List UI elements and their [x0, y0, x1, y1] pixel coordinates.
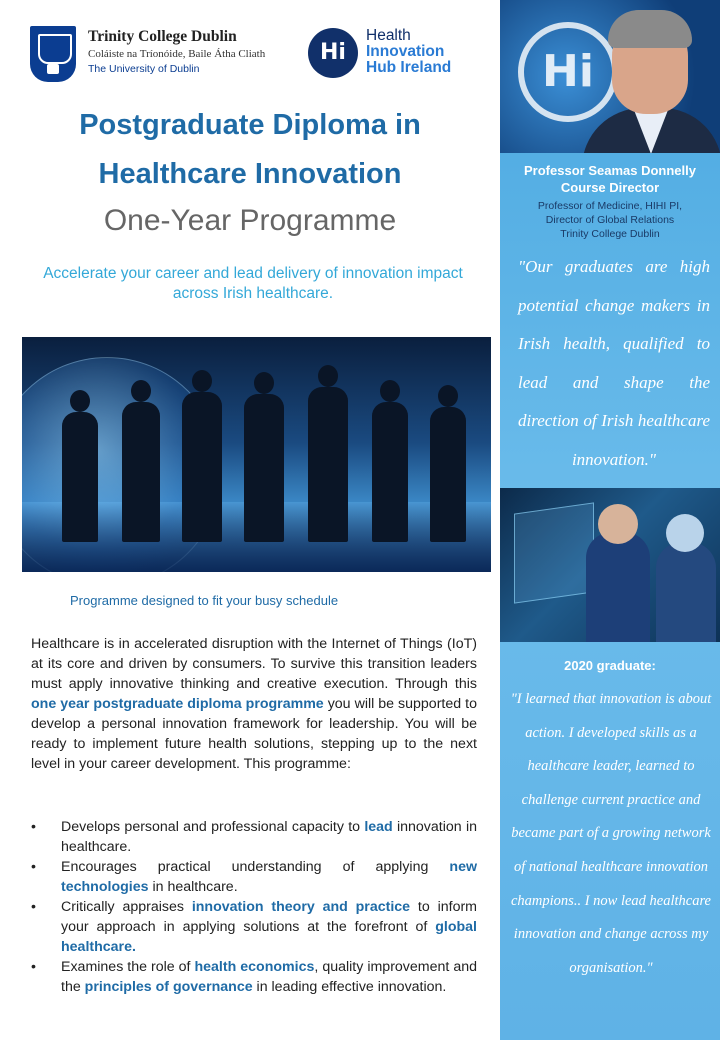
page-title-line1: Postgraduate Diploma in	[79, 109, 421, 141]
tagline: Accelerate your career and lead delivery of innovation impact across Irish healthcare.	[43, 265, 463, 302]
bullet-text: , quality improvement and the	[61, 959, 477, 995]
page-subtitle: One-Year Programme	[103, 204, 397, 237]
bullet-highlight: global healthcare.	[61, 919, 477, 955]
bullet-highlight: new technologies	[61, 859, 477, 895]
professor-title: Course Director	[560, 180, 660, 195]
silhouette	[182, 392, 222, 542]
tcd-name: Trinity College Dublin	[88, 28, 237, 45]
bullet-text: Develops personal and professional capacity to	[61, 819, 365, 835]
bullet-item	[31, 897, 477, 957]
intro-text: Healthcare is in accelerated disruption with the Internet of Things (IoT) at its core and driven by consumers. To survive this transition leaders must apply innovative thinking and creative execution. Through this	[31, 636, 477, 692]
bullet-highlight: principles of governance	[84, 979, 253, 995]
silhouette	[308, 387, 348, 542]
bullet-text: innovation in healthcare.	[61, 819, 477, 855]
tcd-university: The University of Dublin	[88, 63, 200, 75]
intro-paragraph	[31, 634, 477, 774]
graduate-quote: "I learned that innovation is about action. I developed skills as a healthcare leader, learned to challenge current practice and became part of a growing network of national healthcare innovation champions.. I now lead healthcare innovation and change across my organisation."	[510, 691, 712, 976]
intro-highlight: one year postgraduate diploma programme	[31, 696, 324, 712]
bullet-dot-icon: •	[31, 819, 36, 835]
hihi-line1: Health	[366, 27, 411, 44]
professor-role: Trinity College Dublin	[560, 228, 660, 240]
professor-portrait	[500, 0, 720, 153]
surgeon-figure	[586, 532, 650, 642]
silhouette	[62, 412, 98, 542]
graduate-title: 2020 graduate:	[564, 658, 656, 673]
bullet-dot-icon: •	[31, 959, 36, 975]
bullet-text: Encourages practical understanding of applying	[61, 859, 450, 875]
intro-text-end: you will be supported to develop a personal innovation framework for leadership. You will be ready to implement future health solutions, stepping up to the next level in your career development. This programme:	[31, 696, 477, 772]
programme-bullets	[31, 817, 477, 997]
bullet-highlight: innovation theory and practice	[191, 899, 411, 915]
bullet-text: Critically appraises	[61, 899, 192, 915]
professor-name-block	[500, 162, 720, 196]
bullet-dot-icon: •	[31, 899, 36, 915]
hero-caption: Programme designed to fit your busy schedule	[70, 593, 339, 608]
professor-role: Director of Global Relations	[545, 214, 675, 226]
surgeon-head	[666, 514, 704, 552]
hihi-line3: Hub Ireland	[366, 59, 452, 76]
silhouette	[244, 394, 284, 542]
hihi-line2: Innovation	[366, 43, 445, 60]
bullet-highlight: lead	[364, 819, 393, 835]
tcd-crest-icon	[30, 26, 76, 82]
professor-role: Professor of Medicine, HIHI PI,	[537, 200, 683, 212]
hihi-mark-icon: Hi	[308, 28, 358, 78]
tcd-logo	[30, 26, 280, 84]
hihi-wordmark	[366, 28, 451, 76]
bullet-item	[31, 857, 477, 897]
surgeon-figure	[656, 542, 716, 642]
page-title-line2: Healthcare Innovation	[98, 158, 402, 190]
silhouette	[122, 402, 160, 542]
silhouette	[430, 407, 466, 542]
bullet-text: in healthcare.	[148, 879, 238, 895]
bullet-item	[31, 817, 477, 857]
professor-roles	[500, 199, 720, 241]
bullet-item	[31, 957, 477, 997]
bullet-dot-icon: •	[31, 859, 36, 875]
tcd-irish-name: Coláiste na Tríonóide, Baile Átha Cliath	[88, 48, 266, 60]
professor-name: Professor Seamas Donnelly	[524, 163, 696, 178]
holographic-screen	[514, 502, 594, 603]
hihi-logo	[308, 28, 478, 80]
hero-image	[22, 337, 491, 572]
surgeon-head	[598, 504, 638, 544]
director-quote: "Our graduates are high potential change makers in Irish health, qualified to lead and shape the direction of Irish healthcare innovation."	[518, 257, 710, 469]
surgery-image	[500, 488, 720, 642]
silhouette	[372, 402, 408, 542]
bullet-text: in leading effective innovation.	[252, 979, 447, 995]
bullet-text: Examines the role of	[61, 959, 195, 975]
bullet-highlight: health economics	[194, 959, 315, 975]
hihi-background-icon: Hi	[518, 22, 618, 122]
bullet-text: to inform your approach in applying solutions at the forefront of	[61, 899, 477, 935]
portrait-hair	[608, 10, 692, 48]
